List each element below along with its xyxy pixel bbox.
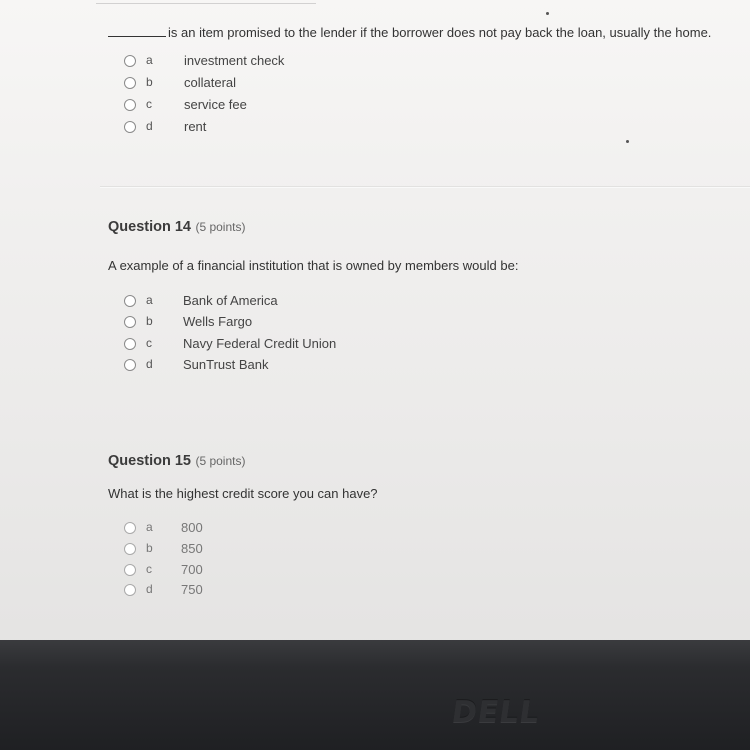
radio-button[interactable]: [124, 295, 136, 307]
question-15-text: What is the highest credit score you can have?: [108, 486, 378, 501]
section-divider: [100, 186, 750, 187]
radio-button[interactable]: [124, 564, 136, 576]
radio-button[interactable]: [124, 121, 136, 133]
question-13-text: is an item promised to the lender if the borrower does not pay back the loan, usually the home.: [108, 25, 711, 40]
radio-button[interactable]: [124, 99, 136, 111]
radio-button[interactable]: [124, 522, 136, 534]
question-13-header-cutoff: [96, 0, 316, 4]
screen-speck: [626, 140, 629, 143]
radio-button[interactable]: [124, 77, 136, 89]
quiz-screen: is an item promised to the lender if the borrower does not pay back the loan, usually the home. a investment check b collateral c service fee d rent Question 14 (5 points) A example of a financial institution that is owned by members would be: a Bank of America b Wells Fargo c Navy Federal Credit Union d SunTrust Bank Question 15 (5 points) What is the highest credit score you can have? a 800 b 850 c 700 d 750: [0, 0, 750, 662]
question-title: Question 15: [108, 453, 191, 469]
monitor-bezel: [0, 640, 750, 750]
radio-button[interactable]: [124, 359, 136, 371]
question-points: (5 points): [195, 454, 246, 468]
question-15-header: [108, 452, 245, 470]
radio-button[interactable]: [124, 338, 136, 350]
question-14-header: [108, 218, 245, 236]
fill-in-blank: [108, 25, 166, 37]
radio-button[interactable]: [124, 584, 136, 596]
radio-button[interactable]: [124, 543, 136, 555]
screen-speck: [546, 12, 549, 15]
question-title: Question 14: [108, 219, 191, 235]
radio-button[interactable]: [124, 316, 136, 328]
question-14-text: A example of a financial institution that is owned by members would be:: [108, 258, 519, 273]
radio-button[interactable]: [124, 55, 136, 67]
question-points: (5 points): [195, 220, 246, 234]
dell-logo: DELL: [449, 695, 543, 730]
